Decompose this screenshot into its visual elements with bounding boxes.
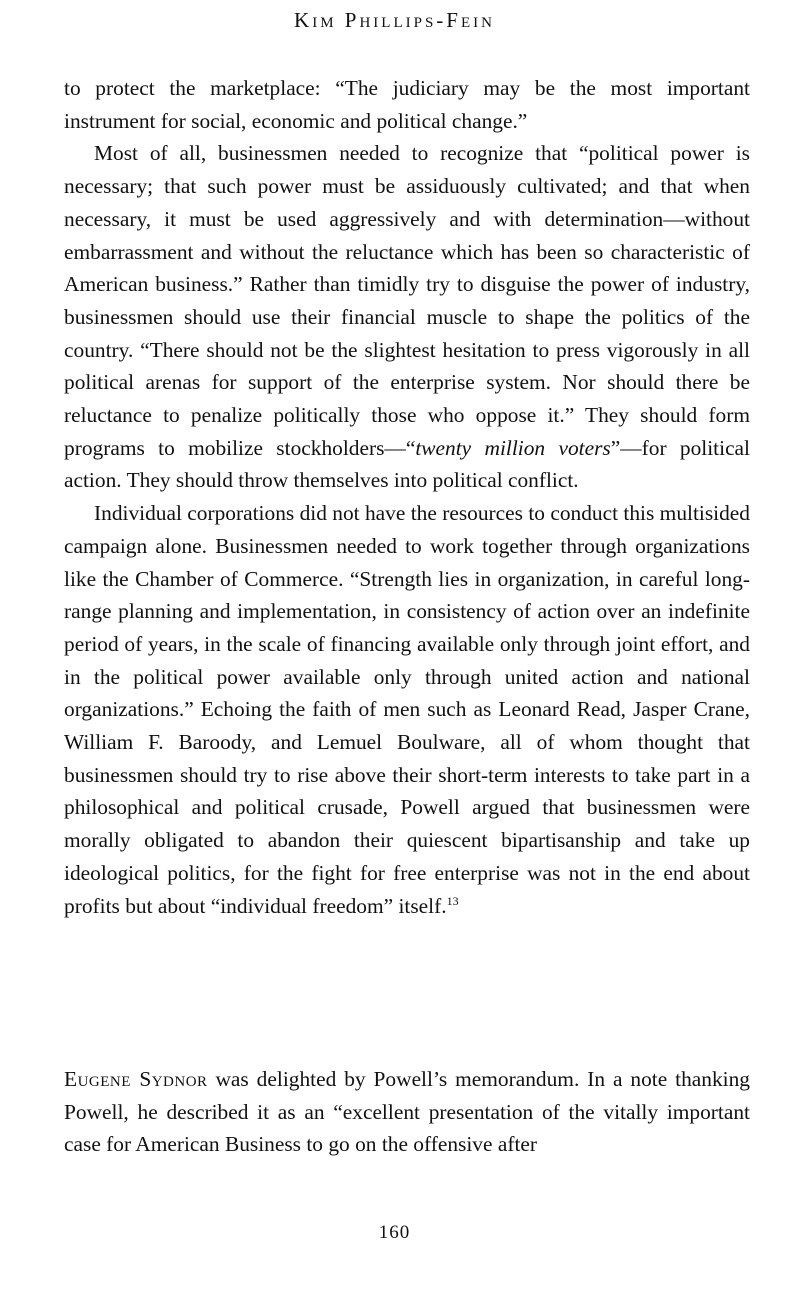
footnote-marker: 13 [446, 893, 459, 908]
running-head: Kim Phillips-Fein [294, 8, 495, 32]
paragraph-2-text: Most of all, businessmen needed to recognize that “political power is necessary; that such power must be assiduously cultivated; and that when necessary, it must be used aggressively and with determination—without embarrassment and without the reluctance which has been so characteristic of American business.” Rather than timidly try to disguise the power of industry, businessmen should use their financial muscle to shape the politics of the country. “There should not be the slightest hesitation to press vigorously in all political arenas for support of the enterprise system. Nor should there be reluctance to penalize politically those who oppose it.” They should form programs to mobilize stockholders—“ [64, 141, 750, 460]
section-paragraph [64, 1063, 750, 1161]
paragraph-1 [64, 72, 750, 137]
paragraph-2 [64, 137, 750, 497]
section-paragraph-text: was delighted by Powell’s memorandum. In a note thanking Powell, he described it as an “excellent presentation of the vitally important case for American Business to go on the offensive after [64, 1067, 751, 1157]
section-break-text [64, 1063, 750, 1161]
paragraph-2-after: ”—for political action. They should throw themselves into political conflict. [64, 435, 750, 493]
section-lead-in: Eugene Sydnor [64, 1067, 208, 1091]
page-number: 160 [378, 1222, 411, 1243]
paragraph-1-text: to protect the marketplace: “The judiciary may be the most important instrument for social, economic and political change.” [64, 76, 750, 133]
paragraph-3 [64, 497, 750, 922]
paragraph-2-italic: twenty million voters [415, 435, 611, 460]
paragraph-3-text: Individual corporations did not have the resources to conduct this multisided campaign alone. Businessmen needed to work together through organizations like the Chamber of Commerce. “Strength lies in organization, in careful long-range planning and implementation, in consistency of action over an indefinite period of years, in the scale of financing available only through joint effort, and in the political power available only through united action and national organizations.” Echoing the faith of men such as Leonard Read, Jasper Crane, William F. Baroody, and Lemuel Boulware, all of whom thought that businessmen should try to rise above their short-term interests to take part in a philosophical and political crusade, Powell argued that businessmen were morally obligated to abandon their quiescent bipartisanship and take up ideological politics, for the fight for free enterprise was not in the end about profits but about “individual freedom” itself. [64, 501, 750, 918]
body-text [64, 72, 750, 922]
